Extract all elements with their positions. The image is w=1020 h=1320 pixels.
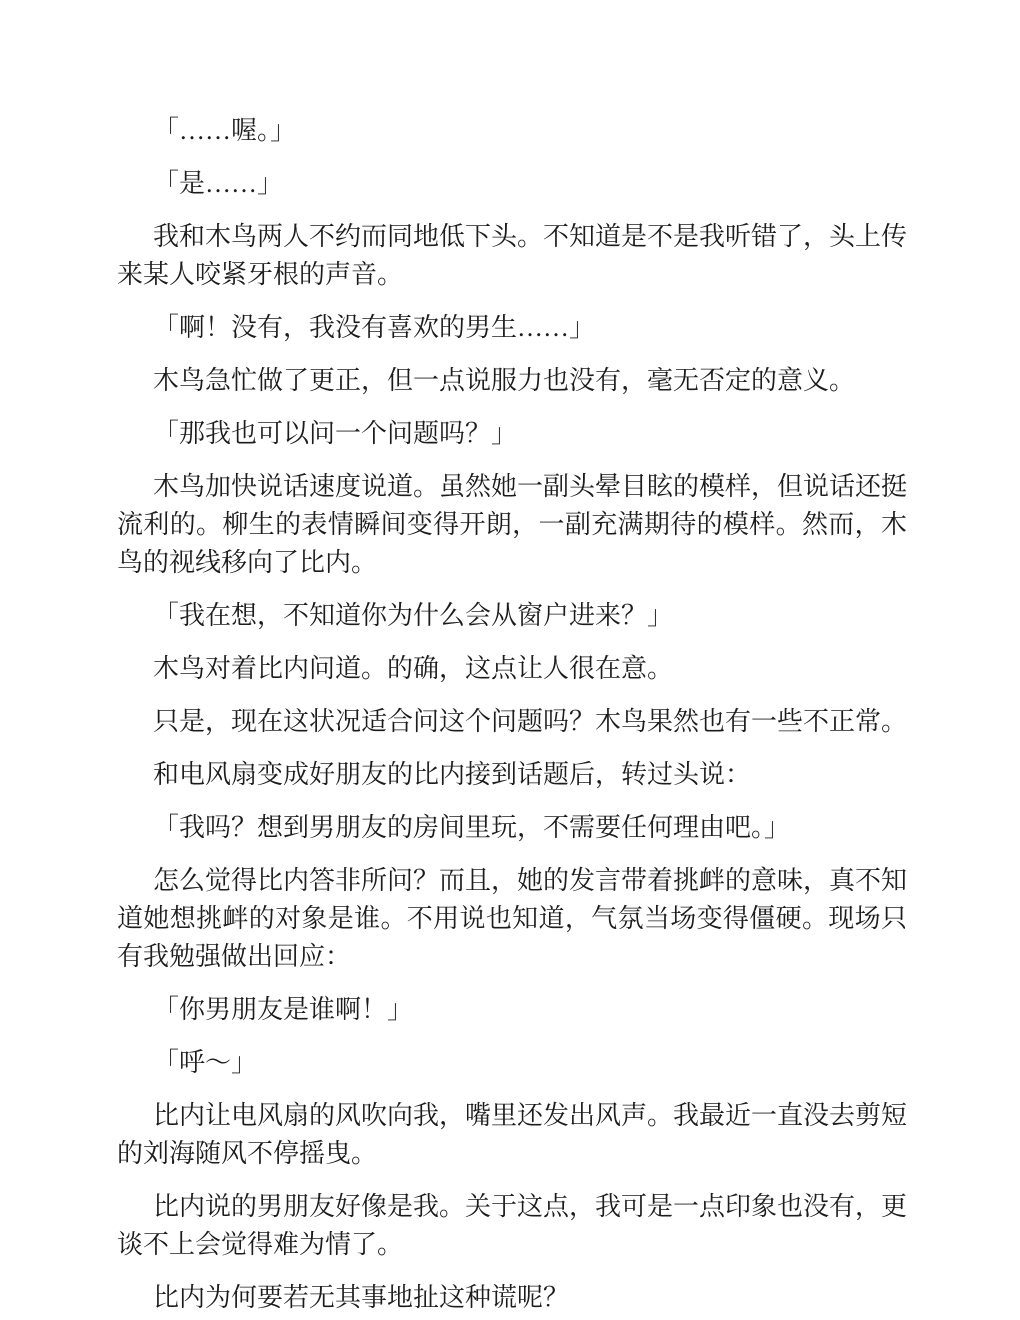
dialogue-line: 「你男朋友是谁啊！」 [153, 995, 414, 1024]
dialogue-line: 「……喔。」 [153, 116, 297, 145]
dialogue-line: 「是……」 [153, 169, 284, 198]
paragraph: 比内为何要若无其事地扯这种谎呢？ [153, 1283, 570, 1312]
dialogue-line: 「啊！没有，我没有喜欢的男生……」 [153, 313, 596, 342]
dialogue-line: 「我吗？想到男朋友的房间里玩，不需要任何理由吧。」 [153, 813, 791, 842]
paragraph: 比内让电风扇的风吹向我，嘴里还发出风声。我最近一直没去剪短的刘海随风不停摇曳。 [117, 1101, 908, 1168]
paragraph: 比内说的男朋友好像是我。关于这点，我可是一点印象也没有，更谈不上会觉得难为情了。 [117, 1192, 908, 1259]
paragraph: 只是，现在这状况适合问这个问题吗？木鸟果然也有一些不正常。 [153, 707, 908, 736]
paragraph: 木鸟对着比内问道。的确，这点让人很在意。 [153, 654, 674, 683]
paragraph: 木鸟急忙做了更正，但一点说服力也没有，毫无否定的意义。 [153, 366, 856, 395]
paragraph: 我和木鸟两人不约而同地低下头。不知道是不是我听错了，头上传来某人咬紧牙根的声音。 [117, 222, 908, 289]
paragraph: 木鸟加快说话速度说道。虽然她一副头晕目眩的模样，但说话还挺流利的。柳生的表情瞬间变得开朗，一副充满期待的模样。然而，木鸟的视线移向了比内。 [117, 472, 908, 577]
dialogue-line: 「呼～」 [153, 1048, 258, 1077]
dialogue-line: 「我在想，不知道你为什么会从窗户进来？」 [153, 601, 674, 630]
paragraph: 怎么觉得比内答非所问？而且，她的发言带着挑衅的意味，真不知道她想挑衅的对象是谁。不用说也知道，气氛当场变得僵硬。现场只有我勉强做出回应： [117, 866, 908, 971]
paragraph: 和电风扇变成好朋友的比内接到话题后，转过头说： [153, 760, 752, 789]
dialogue-line: 「那我也可以问一个问题吗？」 [153, 419, 518, 448]
